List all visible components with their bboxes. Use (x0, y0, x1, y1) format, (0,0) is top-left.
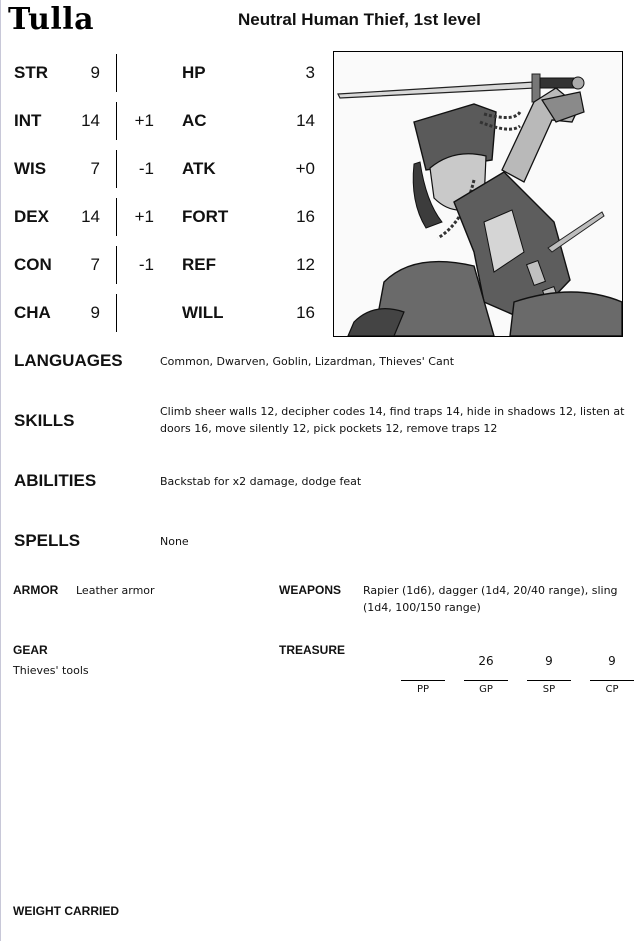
ability-label-cha: CHA (14, 303, 51, 322)
ability-divider (116, 294, 117, 332)
coin-line (590, 680, 634, 681)
coin-line (401, 680, 445, 681)
coin-value-gp: 26 (478, 654, 494, 668)
ability-score-cha: 9 (90, 303, 100, 322)
gear-text: Thieves' tools (13, 664, 89, 677)
skills-label: SKILLS (14, 411, 75, 430)
ability-score-wis: 7 (90, 159, 100, 178)
coin-label-pp: PP (416, 684, 430, 695)
ability-score-con: 7 (90, 255, 100, 274)
combat-label-atk: ATK (182, 159, 216, 178)
coin-line (464, 680, 508, 681)
abilities-text: Backstab for x2 damage, dodge feat (160, 475, 362, 488)
combat-label-hp: HP (182, 63, 206, 82)
ability-divider (116, 54, 117, 92)
ability-label-con: CON (14, 255, 52, 274)
coin-label-cp: CP (605, 684, 619, 695)
ability-divider (116, 150, 117, 188)
thief-illustration (334, 52, 622, 336)
weapons-label: WEAPONS (279, 583, 342, 597)
coin-label-gp: GP (479, 684, 493, 695)
ability-mod-con: -1 (138, 255, 154, 274)
spells-text: None (160, 535, 189, 548)
gear-label: GEAR (13, 643, 48, 657)
ability-score-dex: 14 (81, 207, 100, 226)
combat-value-hp: 3 (305, 63, 315, 82)
languages-text: Common, Dwarven, Goblin, Lizardman, Thieves' Cant (160, 355, 455, 368)
armor-text: Leather armor (76, 584, 155, 597)
combat-value-fort: 16 (296, 207, 315, 226)
abilities-label: ABILITIES (14, 471, 97, 490)
ability-label-str: STR (14, 63, 48, 82)
coin-value-cp: 9 (608, 654, 616, 668)
combat-label-ac: AC (182, 111, 207, 130)
character-name: Tulla (8, 2, 95, 37)
coin-line (527, 680, 571, 681)
ability-score-str: 9 (90, 63, 100, 82)
ability-score-int: 14 (81, 111, 100, 130)
coin-label-sp: SP (542, 684, 556, 695)
ability-label-wis: WIS (14, 159, 47, 178)
languages-label: LANGUAGES (14, 351, 123, 370)
combat-value-ref: 12 (296, 255, 315, 274)
ability-mod-int: +1 (134, 111, 154, 130)
skills-text: Climb sheer walls 12, decipher codes 14, find traps 14, hide in shadows 12, listen at doors 16, move silently 12, pick pockets 12, remove traps 12 (160, 405, 625, 435)
combat-value-will: 16 (296, 303, 315, 322)
ability-divider (116, 246, 117, 284)
ability-label-int: INT (14, 111, 42, 130)
ability-divider (116, 198, 117, 236)
page-left-rule (0, 0, 1, 941)
ability-label-dex: DEX (14, 207, 49, 226)
ability-mod-wis: -1 (138, 159, 154, 178)
combat-value-ac: 14 (296, 111, 315, 130)
weapons-text: Rapier (1d6), dagger (1d4, 20/40 range), sling (1d4, 100/150 range) (363, 584, 618, 614)
ability-divider (116, 102, 117, 140)
combat-label-will: WILL (182, 303, 224, 322)
treasure-label: TREASURE (279, 643, 346, 657)
character-description: Neutral Human Thief, 1st level (238, 10, 481, 29)
combat-label-ref: REF (182, 255, 216, 274)
ability-mod-dex: +1 (134, 207, 154, 226)
combat-value-atk: +0 (295, 159, 315, 178)
armor-label: ARMOR (13, 583, 59, 597)
weight-carried-label: WEIGHT CARRIED (13, 904, 119, 918)
coin-value-sp: 9 (545, 654, 553, 668)
spells-label: SPELLS (14, 531, 81, 550)
character-portrait (333, 51, 623, 337)
combat-label-fort: FORT (182, 207, 229, 226)
